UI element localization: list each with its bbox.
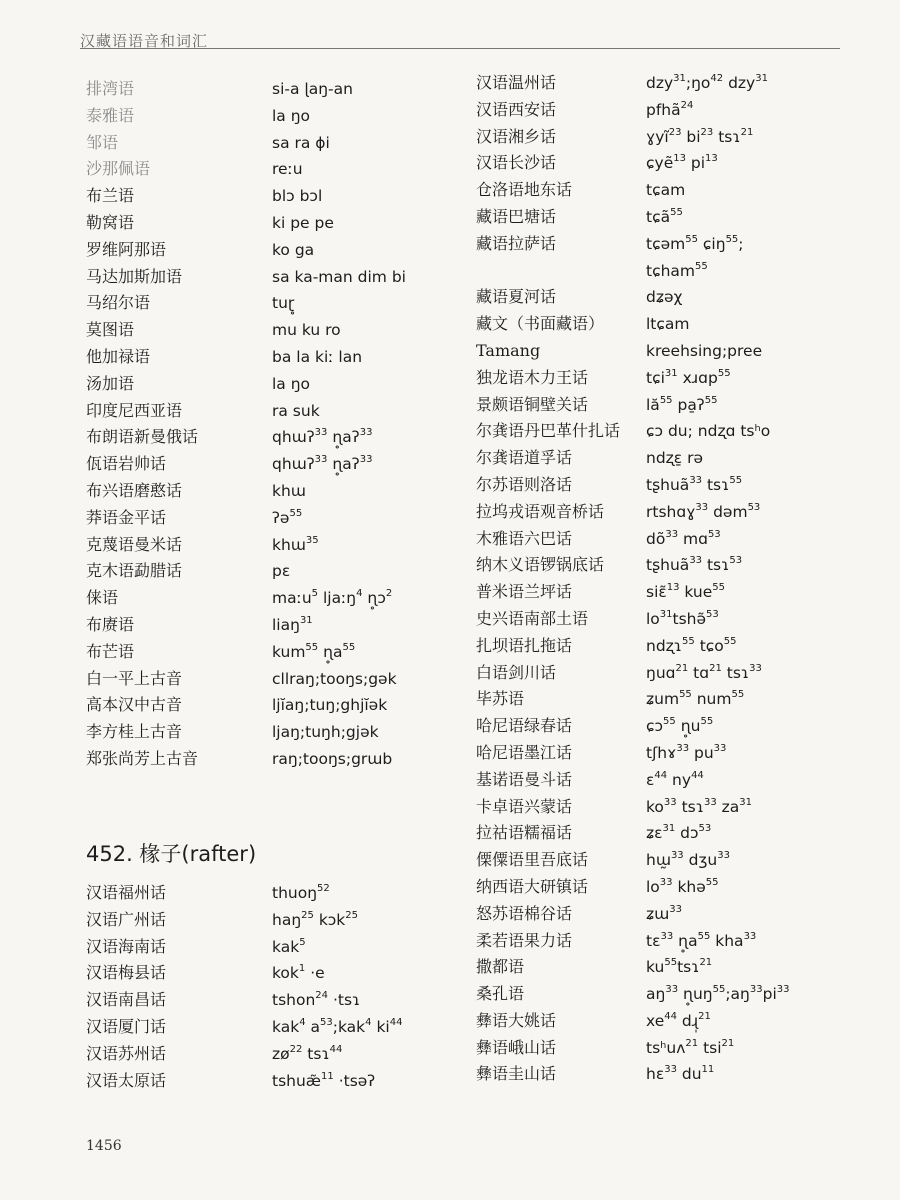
phonetic-form: tɕham$^{55}$	[646, 260, 708, 280]
language-name: 纳木义语锣锅底话	[476, 555, 605, 575]
language-name: 汉语湘乡话	[476, 126, 557, 146]
phonetic-form: ki pe pe	[272, 213, 334, 232]
language-name: 佤语岩帅话	[86, 454, 167, 474]
language-name: 毕苏语	[476, 689, 525, 709]
phonetic-form: hɛ$^{33}$ $du^{11}$	[646, 1064, 715, 1084]
language-name: 哈尼语墨江话	[476, 742, 573, 762]
language-name: 布赓语	[86, 614, 135, 634]
phonetic-form: tsʰuʌ$^{21}$ tsi$^{21}$	[646, 1037, 735, 1057]
phonetic-form: tɕi$^{31}$ xɹɑp$^{55}$	[646, 367, 731, 387]
phonetic-form: si-a ɭaŋ-an	[272, 80, 353, 98]
language-name: 史兴语南部土语	[476, 608, 589, 628]
phonetic-form: thuoŋ$^{52}$	[272, 883, 330, 902]
language-name: 布兰语	[86, 186, 135, 206]
language-name: Tamang	[476, 340, 541, 360]
phonetic-form: raŋ;tooŋs;grɯb	[272, 749, 393, 768]
language-name: 尔苏语则洛话	[476, 474, 573, 494]
language-name: 纳西语大研镇话	[476, 876, 589, 896]
language-name: 高本汉中古音	[86, 695, 183, 715]
language-name: 汉语西安话	[476, 99, 557, 119]
phonetic-form: haŋ$^{25}$ kɔk$^{25}$	[272, 909, 359, 929]
phonetic-form: rtshɑɣ$^{33}$ dəm$^{53}$	[646, 501, 761, 521]
language-name: 彝语大姚话	[476, 1010, 557, 1030]
phonetic-form: $lă^{55}$ pa̱ʔ$^{55}$	[646, 394, 718, 414]
phonetic-form: $lo^{31}tshə̃^{53}$	[646, 608, 719, 628]
phonetic-form: qhɯʔ$^{33}$ ɳ̥aʔ$^{33}$	[272, 454, 373, 474]
phonetic-form: $ko^{33}$ tsɿ$^{33}$ $za^{31}$	[646, 796, 752, 816]
language-name: 汉语福州话	[86, 883, 167, 902]
phonetic-form: ltɕam	[646, 315, 690, 334]
phonetic-form: ba la kiː lan	[272, 347, 363, 366]
language-name: 尔龚语道孚话	[476, 448, 573, 468]
language-name: 彝语圭山话	[476, 1064, 557, 1084]
language-name: 泰雅语	[86, 105, 135, 125]
language-name: 独龙语木力王话	[476, 367, 589, 387]
phonetic-form: kok$^1$ ·e	[272, 963, 325, 983]
language-name: 彝语峨山话	[476, 1037, 557, 1057]
phonetic-form: qhɯʔ$^{33}$ ɳ̥aʔ$^{33}$	[272, 427, 373, 447]
language-name: 拉祜语糯福话	[476, 823, 573, 843]
phonetic-form: liaŋ$^{31}$	[272, 614, 313, 634]
language-name: 扎坝语扎拖话	[476, 635, 573, 655]
language-name: 布朗语新曼俄话	[86, 427, 199, 447]
phonetic-form: $ku^{55}tsɿ^{21}$	[646, 957, 713, 977]
phonetic-form: khɯ$^{35}$	[272, 534, 319, 554]
language-name: 白语剑川话	[476, 662, 557, 682]
phonetic-form: tɕã$^{55}$	[646, 206, 683, 226]
language-name: 马达加斯加语	[86, 266, 183, 286]
phonetic-form: tshuæ̃$^{11}$ ·tsəʔ	[272, 1070, 376, 1090]
phonetic-form: sa ka-man dim bi	[272, 267, 406, 286]
language-name: 拉坞戎语观音桥话	[476, 501, 605, 521]
phonetic-form: $dõ^{33}$ mɑ$^{53}$	[646, 528, 721, 548]
phonetic-form: mu ku ro	[272, 321, 341, 340]
language-name: 藏语拉萨话	[476, 233, 557, 253]
phonetic-form: ljaŋ;tuŋh;gjək	[272, 723, 379, 742]
phonetic-form: ɛ$^{44}$ $ny^{44}$	[646, 769, 704, 789]
language-name: 木雅语六巴话	[476, 528, 573, 548]
phonetic-form: sa ra ɸi	[272, 133, 330, 152]
phonetic-form: khɯ	[272, 481, 306, 500]
language-name: 俫语	[86, 588, 119, 608]
phonetic-form: cllraŋ;tooŋs;gək	[272, 669, 397, 688]
phonetic-form: la ŋo	[272, 106, 311, 125]
language-name: 汉语苏州话	[86, 1043, 167, 1063]
phonetic-form: ɕɔ$^{55}$ $ɳ̥u^{55}$	[646, 716, 714, 736]
language-name: 沙那佩语	[86, 159, 151, 179]
phonetic-form: $aŋ^{33}$ $ɳ̥uŋ^{55};aŋ^{33}pi^{33}$	[646, 984, 790, 1004]
phonetic-form: pfhã$^{24}$	[646, 99, 694, 119]
phonetic-form: ljĭaŋ;tuŋ;ghjĭək	[272, 696, 388, 715]
phonetic-form: maːu$^5$ ljaːŋ$^4$ ɳ̥ɔ$^2$	[272, 588, 393, 608]
language-name: 排湾语	[86, 79, 135, 98]
phonetic-form: ndʐɛ̱ rə	[646, 449, 704, 468]
language-name: 仓洛语地东话	[476, 180, 573, 200]
phonetic-form: tʂhuã$^{33}$ tsɿ$^{53}$	[646, 555, 743, 575]
phonetic-form: ɕyẽ$^{13}$ $pi^{13}$	[646, 153, 718, 173]
phonetic-form: kreehsing;pree	[646, 341, 763, 360]
running-header: 汉藏语语音和词汇	[80, 32, 209, 50]
phonetic-form: kak$^5$	[272, 936, 306, 956]
section-heading: 452. 椽子(rafter)	[86, 842, 257, 866]
language-name: 汉语梅县话	[86, 963, 167, 983]
language-name: 卡卓语兴蒙话	[476, 796, 573, 816]
language-name: 普米语兰坪话	[476, 582, 573, 602]
language-name: 郑张尚芳上古音	[86, 748, 199, 768]
language-name: 傈僳语里吾底话	[476, 850, 589, 870]
phonetic-form: la ŋo	[272, 374, 311, 393]
language-name: 景颇语铜壁关话	[476, 394, 589, 414]
language-name: 藏语巴塘话	[476, 206, 557, 226]
language-name: 撒都语	[476, 957, 525, 977]
phonetic-form: kum$^{55}$ $ɳ̥a^{55}$	[272, 641, 356, 661]
phonetic-form: ʑum$^{55}$ num$^{55}$	[646, 689, 745, 709]
language-name: 布兴语磨憨话	[86, 480, 183, 500]
phonetic-form: tɕəm$^{55}$ ɕiŋ$^{55}$;	[646, 233, 744, 253]
language-name: 汉语温州话	[476, 73, 557, 92]
page-number: 1456	[86, 1138, 122, 1154]
phonetic-form: tuɽ̥	[272, 294, 295, 313]
phonetic-form: dʑəχ	[646, 288, 683, 307]
phonetic-form: $lo^{33}$ khə$^{55}$	[646, 876, 719, 896]
language-name: 克蔑语曼米话	[86, 534, 183, 554]
phonetic-form: hɯ̰$^{33}$ dʒu$^{33}$	[646, 850, 730, 870]
language-name: 莫图语	[86, 320, 135, 340]
phonetic-form: pɛ	[272, 562, 291, 581]
language-name: 汉语太原话	[86, 1070, 167, 1090]
language-name: 哈尼语绿春话	[476, 716, 573, 736]
language-name: 怒苏语棉谷话	[476, 903, 573, 923]
phonetic-form: tshon$^{24}$ ·tsɿ	[272, 990, 361, 1010]
language-name: 白一平上古音	[86, 668, 183, 688]
header-rule	[80, 48, 840, 49]
phonetic-form: tʂhuã$^{33}$ tsɿ$^{55}$	[646, 474, 743, 494]
language-name: 李方桂上古音	[86, 722, 183, 742]
language-name: 尔龚语丹巴革什扎话	[476, 421, 621, 441]
language-name: 他加禄语	[86, 346, 151, 366]
language-name: 汉语长沙话	[476, 153, 557, 173]
language-name: 邹语	[86, 132, 119, 152]
phonetic-form: ʑɯ$^{33}$	[646, 903, 682, 923]
language-name: 基诺语曼斗话	[476, 769, 573, 789]
phonetic-form: ra suk	[272, 401, 320, 420]
language-name: 莽语金平话	[86, 507, 167, 527]
language-name: 藏文（书面藏语）	[476, 314, 605, 334]
language-name: 布芒语	[86, 641, 135, 661]
phonetic-form: $xe^{44}$ dɻ̩$^{21}$	[646, 1010, 711, 1030]
phonetic-form: siɛ̃$^{13}$ kue$^{55}$	[646, 582, 726, 602]
phonetic-form: ko ga	[272, 240, 315, 259]
phonetic-form: reːu	[272, 160, 303, 179]
language-name: 勒窝语	[86, 212, 135, 232]
language-name: 汉语南昌话	[86, 990, 167, 1010]
phonetic-form: $zø^{22}$ tsɿ$^{44}$	[272, 1043, 343, 1063]
language-name: 汉语厦门话	[86, 1016, 167, 1036]
language-name: 印度尼西亚语	[86, 400, 183, 420]
language-name: 汉语海南话	[86, 936, 167, 956]
phonetic-form: $dzy^{31};ŋo^{42}$ dzy$^{31}$	[646, 73, 768, 92]
language-name: 桑孔语	[476, 984, 525, 1004]
phonetic-form: tɛ$^{33}$ $ɳ̥a^{55}$ kha$^{33}$	[646, 930, 757, 950]
language-name: 汉语广州话	[86, 909, 167, 929]
phonetic-form: tʃhɤ$^{33}$ $pu^{33}$	[646, 742, 727, 762]
language-name: 柔若语果力话	[476, 930, 573, 950]
phonetic-form: ɣyĩ$^{23}$ $bi^{23}$ tsɿ$^{21}$	[646, 126, 754, 146]
phonetic-form: blɔ bɔl	[272, 187, 323, 206]
phonetic-form: ŋuɑ$^{21}$ tɑ$^{21}$ tsɿ$^{33}$	[646, 662, 762, 682]
language-name: 汤加语	[86, 373, 135, 393]
phonetic-form: ndʐɿ$^{55}$ tɕo$^{55}$	[646, 635, 737, 655]
phonetic-form: ʑɛ$^{31}$ dɔ$^{53}$	[646, 823, 712, 843]
language-name: 罗维阿那语	[86, 239, 167, 259]
phonetic-form: kak$^4$ $a^{53};kak^4$ $ki^{44}$	[272, 1016, 403, 1036]
phonetic-form: ʔə$^{55}$	[272, 507, 303, 527]
phonetic-form: ɕɔ du; ndʐɑ tsʰo	[646, 422, 771, 441]
language-name: 克木语勐腊话	[86, 561, 183, 581]
language-name: 藏语夏河话	[476, 287, 557, 307]
language-name: 马绍尔语	[86, 293, 151, 313]
phonetic-form: tɕam	[646, 181, 686, 200]
